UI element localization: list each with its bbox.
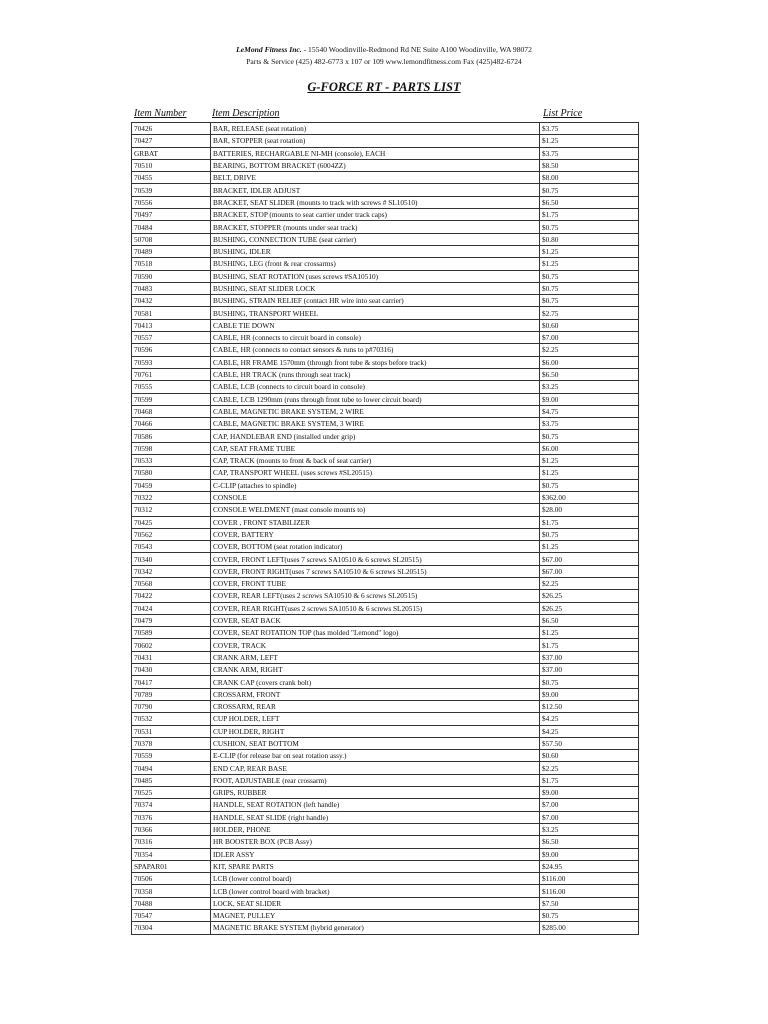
description-cell: COVER, SEAT ROTATION TOP (has molded "Lemond" logo) [211,627,540,639]
description-cell: CUSHION, SEAT BOTTOM [211,737,540,749]
price-cell: $0.75 [540,430,639,442]
table-row [132,750,639,762]
table-row [132,332,639,344]
description-cell: CABLE, HR (connects to circuit board in console) [211,332,540,344]
description-cell: MAGNET, PULLEY [211,910,540,922]
description-cell: BATTERIES, RECHARGABLE NI-MH (console), EACH [211,147,540,159]
table-row [132,725,639,737]
price-cell: $1.75 [540,774,639,786]
description-cell: CUP HOLDER, LEFT [211,713,540,725]
item-number-cell: 70586 [132,430,211,442]
price-cell: $0.75 [540,221,639,233]
page-title: G-FORCE RT - PARTS LIST [307,80,461,94]
item-number-cell: 70494 [132,762,211,774]
description-cell: BAR, STOPPER (seat rotation) [211,135,540,147]
table-row [132,811,639,823]
price-cell: $7.00 [540,799,639,811]
table-row [132,467,639,479]
item-number-cell: 70417 [132,676,211,688]
table-row [132,295,639,307]
price-cell: $0.75 [540,479,639,491]
item-number-cell: 70422 [132,590,211,602]
item-number-cell: SPAPAR01 [132,860,211,872]
item-number-cell: 50708 [132,233,211,245]
table-row [132,221,639,233]
table-row [132,209,639,221]
description-cell: BRACKET, IDLER ADJUST [211,184,540,196]
table-row [132,848,639,860]
price-cell: $1.25 [540,135,639,147]
parts-table [131,122,639,935]
item-number-cell: 70559 [132,750,211,762]
price-cell: $4.25 [540,713,639,725]
item-number-cell: 70596 [132,344,211,356]
item-number-cell: 70316 [132,836,211,848]
table-row [132,787,639,799]
table-row [132,368,639,380]
item-number-cell: 70761 [132,368,211,380]
item-number-cell: 70455 [132,172,211,184]
price-cell: $28.00 [540,504,639,516]
company-contact: Parts & Service (425) 482-6773 x 107 or 109 www.lemondfitness.com Fax (425)482-6724 [246,57,522,66]
description-cell: CABLE, HR (connects to contact sensors & runs to p#70316) [211,344,540,356]
item-number-cell: 70340 [132,553,211,565]
table-row [132,172,639,184]
description-cell: CABLE, LCB 1290mm (runs through front tube to lower circuit board) [211,393,540,405]
item-number-cell: 70479 [132,614,211,626]
description-cell: BUSHING, IDLER [211,245,540,257]
price-cell: $6.00 [540,442,639,454]
price-cell: $37.00 [540,664,639,676]
description-cell: CROSSARM, REAR [211,700,540,712]
item-number-cell: 70581 [132,307,211,319]
table-row [132,565,639,577]
description-cell: C-CLIP (attaches to spindle) [211,479,540,491]
table-row [132,897,639,909]
item-number-cell: 70598 [132,442,211,454]
description-cell: LOCK, SEAT SLIDER [211,897,540,909]
item-number-cell: 70532 [132,713,211,725]
item-number-cell: 70531 [132,725,211,737]
description-cell: CRANK CAP (covers crank bolt) [211,676,540,688]
description-cell: BUSHING, STRAIN RELIEF (contact HR wire into seat carrier) [211,295,540,307]
table-row [132,590,639,602]
description-cell: COVER, REAR RIGHT(uses 2 screws SA10510 & 6 screws SL20515) [211,602,540,614]
price-cell: $9.00 [540,848,639,860]
price-cell: $57.50 [540,737,639,749]
table-row [132,664,639,676]
table-row [132,430,639,442]
price-cell: $67.00 [540,553,639,565]
description-cell: LCB (lower control board) [211,873,540,885]
description-cell: MAGNETIC BRAKE SYSTEM (hybrid generator) [211,922,540,934]
price-cell: $2.25 [540,762,639,774]
item-number-cell: 70426 [132,123,211,135]
item-number-cell: 70556 [132,196,211,208]
table-row [132,245,639,257]
description-cell: CAP, TRACK (mounts to front & back of seat carrier) [211,455,540,467]
item-number-cell: 70484 [132,221,211,233]
table-row [132,553,639,565]
item-number-cell: 70374 [132,799,211,811]
price-cell: $1.25 [540,467,639,479]
item-number-cell: 70488 [132,897,211,909]
table-row [132,602,639,614]
item-number-cell: 70525 [132,787,211,799]
description-cell: BUSHING, CONNECTION TUBE (seat carrier) [211,233,540,245]
table-row [132,258,639,270]
description-cell: BRACKET, SEAT SLIDER (mounts to track with screws # SL10510) [211,196,540,208]
item-number-cell: 70468 [132,405,211,417]
item-number-cell: 70533 [132,455,211,467]
table-row [132,381,639,393]
item-number-cell: 70312 [132,504,211,516]
table-row [132,405,639,417]
description-cell: HOLDER, PHONE [211,823,540,835]
table-row [132,196,639,208]
price-cell: $6.50 [540,196,639,208]
description-cell: CRANK ARM, RIGHT [211,664,540,676]
price-cell: $1.25 [540,258,639,270]
item-number-cell: 70430 [132,664,211,676]
item-number-cell: 70342 [132,565,211,577]
description-cell: KIT, SPARE PARTS [211,860,540,872]
item-number-cell: 70354 [132,848,211,860]
table-row [132,700,639,712]
description-cell: CAP, HANDLEBAR END (installed under grip) [211,430,540,442]
table-row [132,147,639,159]
table-row [132,676,639,688]
item-number-cell: 70497 [132,209,211,221]
price-cell: $1.75 [540,639,639,651]
table-row [132,123,639,135]
table-row [132,393,639,405]
table-row [132,541,639,553]
price-cell: $116.00 [540,885,639,897]
parts-table-body [132,123,639,935]
item-number-cell: 70322 [132,491,211,503]
item-number-cell: 70790 [132,700,211,712]
price-cell: $2.25 [540,344,639,356]
item-number-cell: 70543 [132,541,211,553]
description-cell: CUP HOLDER, RIGHT [211,725,540,737]
price-cell: $3.25 [540,823,639,835]
price-cell: $26.25 [540,590,639,602]
company-address: - 15540 Woodinville-Redmond Rd NE Suite A100 Woodinville, WA 98072 [303,45,532,54]
table-row [132,516,639,528]
item-number-cell: 70424 [132,602,211,614]
price-cell: $24.95 [540,860,639,872]
item-number-cell: 70304 [132,922,211,934]
description-cell: IDLER ASSY [211,848,540,860]
price-cell: $0.60 [540,750,639,762]
column-header-item-number: Item Number [134,108,187,119]
table-row [132,577,639,589]
description-cell: BELT, DRIVE [211,172,540,184]
price-cell: $116.00 [540,873,639,885]
description-cell: COVER , FRONT STABILIZER [211,516,540,528]
description-cell: CAP, SEAT FRAME TUBE [211,442,540,454]
column-header-description: Item Description [212,108,280,119]
description-cell: COVER, FRONT TUBE [211,577,540,589]
price-cell: $0.75 [540,282,639,294]
table-row [132,688,639,700]
description-cell: END CAP, REAR BASE [211,762,540,774]
price-cell: $0.75 [540,910,639,922]
price-cell: $0.80 [540,233,639,245]
table-row [132,270,639,282]
item-number-cell: 70789 [132,688,211,700]
price-cell: $7.00 [540,811,639,823]
price-cell: $7.50 [540,897,639,909]
item-number-cell: 70602 [132,639,211,651]
description-cell: CABLE, HR TRACK (runs through seat track) [211,368,540,380]
table-row [132,713,639,725]
table-row [132,836,639,848]
price-cell: $285.00 [540,922,639,934]
price-cell: $0.75 [540,184,639,196]
price-cell: $3.75 [540,147,639,159]
price-cell: $6.00 [540,356,639,368]
price-cell: $4.25 [540,725,639,737]
table-row [132,860,639,872]
price-cell: $6.50 [540,368,639,380]
price-cell: $6.50 [540,614,639,626]
item-number-cell: 70425 [132,516,211,528]
item-number-cell: 70413 [132,319,211,331]
price-cell: $37.00 [540,651,639,663]
price-cell: $7.00 [540,332,639,344]
item-number-cell: 70459 [132,479,211,491]
description-cell: BRACKET, STOPPER (mounts under seat track) [211,221,540,233]
description-cell: CABLE, LCB (connects to circuit board in console) [211,381,540,393]
description-cell: LCB (lower control board with bracket) [211,885,540,897]
price-cell: $2.75 [540,307,639,319]
item-number-cell: GRBAT [132,147,211,159]
table-row [132,455,639,467]
item-number-cell: 70518 [132,258,211,270]
description-cell: GRIPS, RUBBER [211,787,540,799]
item-number-cell: 70599 [132,393,211,405]
description-cell: COVER, BATTERY [211,528,540,540]
table-row [132,823,639,835]
price-cell: $3.75 [540,123,639,135]
item-number-cell: 70593 [132,356,211,368]
table-row [132,922,639,934]
table-row [132,774,639,786]
description-cell: CONSOLE WELDMENT (mast console mounts to) [211,504,540,516]
table-row [132,307,639,319]
table-row [132,762,639,774]
table-row [132,442,639,454]
price-cell: $0.75 [540,676,639,688]
price-cell: $9.00 [540,787,639,799]
description-cell: BUSHING, SEAT SLIDER LOCK [211,282,540,294]
item-number-cell: 70466 [132,418,211,430]
table-row [132,799,639,811]
table-row [132,344,639,356]
price-cell: $1.25 [540,541,639,553]
price-cell: $4.75 [540,405,639,417]
item-number-cell: 70378 [132,737,211,749]
table-row [132,491,639,503]
description-cell: COVER, FRONT RIGHT(uses 7 screws SA10510 & 6 screws SL20515) [211,565,540,577]
item-number-cell: 70547 [132,910,211,922]
description-cell: CROSSARM, FRONT [211,688,540,700]
price-cell: $1.25 [540,245,639,257]
price-cell: $0.75 [540,528,639,540]
price-cell: $0.75 [540,270,639,282]
description-cell: BAR, RELEASE (seat rotation) [211,123,540,135]
table-row [132,910,639,922]
price-cell: $3.25 [540,381,639,393]
column-header-price: List Price [543,108,583,119]
price-cell: $1.75 [540,516,639,528]
description-cell: COVER, TRACK [211,639,540,651]
description-cell: CABLE TIE DOWN [211,319,540,331]
price-cell: $1.25 [540,455,639,467]
description-cell: BEARING, BOTTOM BRACKET (6004ZZ) [211,159,540,171]
table-row [132,479,639,491]
table-row [132,873,639,885]
description-cell: BUSHING, TRANSPORT WHEEL [211,307,540,319]
table-row [132,651,639,663]
description-cell: COVER, FRONT LEFT(uses 7 screws SA10510 & 6 screws SL20515) [211,553,540,565]
item-number-cell: 70489 [132,245,211,257]
table-row [132,282,639,294]
description-cell: CABLE, MAGNETIC BRAKE SYSTEM, 3 WIRE [211,418,540,430]
price-cell: $12.50 [540,700,639,712]
description-cell: COVER, BOTTOM (seat rotation indicator) [211,541,540,553]
description-cell: BUSHING, SEAT ROTATION (uses screws #SA10510) [211,270,540,282]
item-number-cell: 70431 [132,651,211,663]
price-cell: $26.25 [540,602,639,614]
description-cell: HANDLE, SEAT ROTATION (left handle) [211,799,540,811]
price-cell: $6.50 [540,836,639,848]
item-number-cell: 70366 [132,823,211,835]
price-cell: $8.00 [540,172,639,184]
table-row [132,504,639,516]
item-number-cell: 70555 [132,381,211,393]
description-cell: E-CLIP (for release bar on seat rotation assy.) [211,750,540,762]
table-row [132,885,639,897]
table-row [132,614,639,626]
description-cell: CABLE, HR FRAME 1570mm (through front tube & stops before track) [211,356,540,368]
price-cell: $0.75 [540,295,639,307]
table-row [132,356,639,368]
table-row [132,233,639,245]
price-cell: $9.00 [540,393,639,405]
item-number-cell: 70485 [132,774,211,786]
description-cell: COVER, REAR LEFT(uses 2 screws SA10510 & 6 screws SL20515) [211,590,540,602]
item-number-cell: 70427 [132,135,211,147]
description-cell: BUSHING, LEG (front & rear crossarms) [211,258,540,270]
price-cell: $1.25 [540,627,639,639]
company-address-line [0,44,768,56]
company-name: LeMond Fitness Inc. [236,45,302,54]
table-row [132,627,639,639]
table-row [132,418,639,430]
price-cell: $3.75 [540,418,639,430]
item-number-cell: 70590 [132,270,211,282]
description-cell: FOOT, ADJUSTABLE (rear crossarm) [211,774,540,786]
table-row [132,184,639,196]
item-number-cell: 70483 [132,282,211,294]
item-number-cell: 70506 [132,873,211,885]
description-cell: CABLE, MAGNETIC BRAKE SYSTEM, 2 WIRE [211,405,540,417]
description-cell: CRANK ARM, LEFT [211,651,540,663]
table-row [132,528,639,540]
item-number-cell: 70432 [132,295,211,307]
company-header [0,44,768,68]
description-cell: HANDLE, SEAT SLIDE (right handle) [211,811,540,823]
item-number-cell: 70376 [132,811,211,823]
table-row [132,319,639,331]
table-row [132,135,639,147]
item-number-cell: 70510 [132,159,211,171]
table-row [132,639,639,651]
item-number-cell: 70568 [132,577,211,589]
price-cell: $67.00 [540,565,639,577]
price-cell: $0.60 [540,319,639,331]
item-number-cell: 70557 [132,332,211,344]
description-cell: BRACKET, STOP (mounts to seat carrier under track caps) [211,209,540,221]
description-cell: CAP, TRANSPORT WHEEL (uses screws #SL20515) [211,467,540,479]
price-cell: $1.75 [540,209,639,221]
item-number-cell: 70539 [132,184,211,196]
description-cell: COVER, SEAT BACK [211,614,540,626]
item-number-cell: 70358 [132,885,211,897]
price-cell: $2.25 [540,577,639,589]
description-cell: CONSOLE [211,491,540,503]
item-number-cell: 70580 [132,467,211,479]
price-cell: $8.50 [540,159,639,171]
table-row [132,737,639,749]
description-cell: HR BOOSTER BOX (PCB Assy) [211,836,540,848]
price-cell: $9.00 [540,688,639,700]
table-row [132,159,639,171]
price-cell: $362.00 [540,491,639,503]
item-number-cell: 70562 [132,528,211,540]
item-number-cell: 70589 [132,627,211,639]
